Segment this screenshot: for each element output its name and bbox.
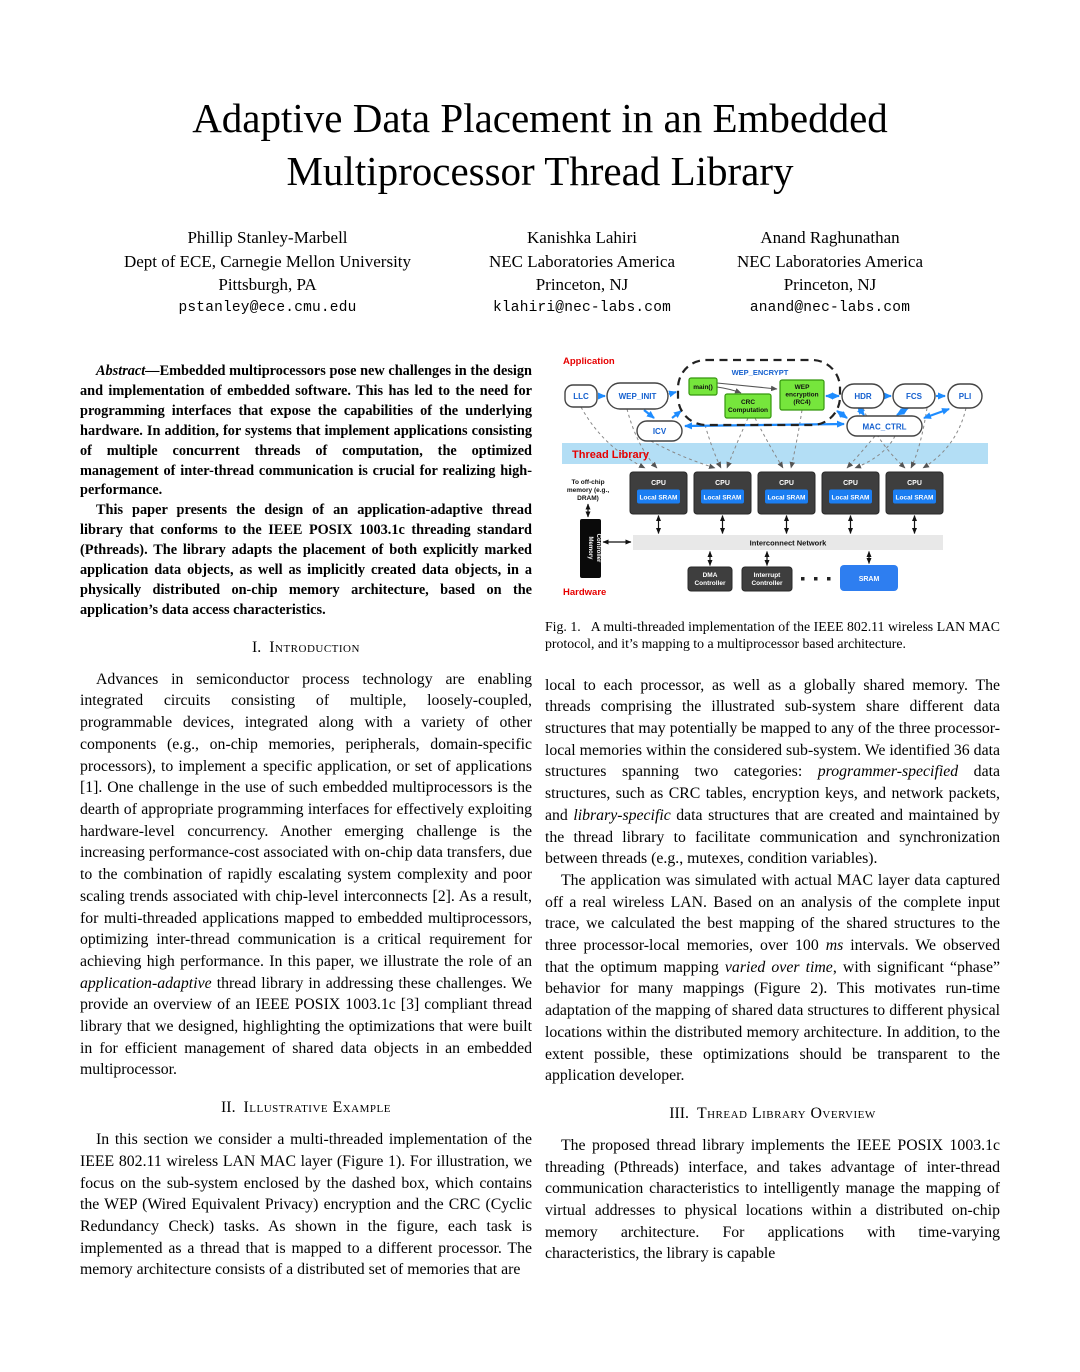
cpu-label: CPU (651, 480, 666, 487)
section-title: Thread Library Overview (696, 1104, 876, 1122)
node-crc-computation (725, 394, 771, 418)
ellipsis-dots (801, 577, 831, 581)
shared-sram (840, 552, 898, 592)
section-number: III. (669, 1104, 689, 1122)
dma-controller (688, 552, 732, 592)
figure-1 (545, 352, 1000, 653)
authors-block (80, 226, 1000, 320)
wep-encrypt-group (678, 360, 840, 425)
sram-label: SRAM (858, 576, 880, 583)
author-name: Anand Raghunathan (760, 228, 900, 247)
abstract-text: Embedded multiprocessors pose new challenges in the design and implementation of embedded software. This has led to the need for programming interfaces that expose the capabilities of the underlying hardware. In addition, for systems that implement applications consisting of multiple concurrent threads of computation, the optimized management of inter-thread communication is crucial for realizing high-performance. (80, 363, 532, 499)
author-affiliation: NEC Laboratories America (737, 251, 923, 271)
author-name: Phillip Stanley-Marbell (187, 228, 348, 247)
section-heading-2 (80, 1099, 532, 1117)
section-number: II. (221, 1099, 236, 1117)
sim-text-c: , with significant “phase” behavior for many mappings (Figure 2). This motivates run-time adaptation of the mapping of shared data structures to different physical locations within the distributed memory architecture. In addition, to the extent possible, these optimizations should be transparent to the application developer. (545, 958, 1000, 1085)
simulation-paragraph (545, 870, 1000, 1087)
node-pli (948, 384, 982, 408)
offchip-label-line3: DRAM) (577, 495, 599, 502)
icv-label: ICV (652, 427, 667, 436)
offchip-label-line2: memory (e.g., (566, 487, 610, 494)
cpu-1 (630, 472, 687, 534)
section-heading-3 (545, 1105, 1000, 1123)
intro-paragraph (80, 669, 532, 1081)
sim-italic-2: varied over time (724, 958, 833, 976)
hardware-layer-label: Hardware (563, 587, 607, 598)
cpu-label: CPU (779, 480, 794, 487)
author-3 (709, 226, 951, 320)
cpu-label: CPU (843, 480, 858, 487)
cont-text-a: local to each processor, as well as a globally shared memory. The threads comprising the illustrated sub-system share different data structures that may potentially be mapped to any of the three processor-local memories within the considered sub-system. We identified 36 data structures spanning two categories: (545, 676, 1000, 781)
example-continuation-paragraph (545, 675, 1000, 870)
right-column (545, 352, 1000, 1265)
section-title: Illustrative Example (243, 1099, 391, 1117)
node-wep-encryption (780, 380, 824, 410)
local-sram-label: Local SRAM (831, 494, 870, 502)
interconnect-label: Interconnect Network (749, 538, 827, 548)
wep-init-label: WEP_INIT (618, 392, 657, 401)
cpu-2 (694, 472, 751, 534)
section-title: Introduction (269, 638, 360, 656)
abstract-paragraph-2: This paper presents the design of an application-adaptive thread library that conforms to the IEEE POSIX 1003.1c threading standard (Pthreads). The library adapts the placement of both explicitly marked application data objects, as well as implicitly created data objects, in a physically distributed on-chip memory architecture, based on the application’s data access characteristics. (80, 502, 532, 618)
cpu-4 (822, 472, 879, 534)
interrupt-controller (742, 552, 792, 592)
local-sram-label: Local SRAM (639, 494, 678, 502)
local-sram-label: Local SRAM (895, 494, 934, 502)
paper-title (0, 92, 1080, 198)
figure1-caption (545, 619, 1000, 653)
cont-italic-2: library-specific (573, 806, 671, 824)
figure1-caption-tag: Fig. 1. (545, 619, 581, 634)
author-location: Princeton, NJ (535, 275, 629, 294)
author-email: anand@nec-labs.com (749, 299, 911, 316)
author-1 (80, 226, 455, 320)
section-heading-1 (80, 639, 532, 657)
node-hdr (842, 384, 884, 408)
author-name: Kanishka Lahiri (527, 228, 637, 247)
interrupt-label-line1: Interrupt (753, 572, 781, 579)
cpu-label: CPU (907, 480, 922, 487)
author-2 (455, 226, 709, 320)
left-column (80, 362, 532, 1281)
node-main (689, 378, 717, 395)
memory-controller (567, 479, 631, 578)
author-location: Princeton, NJ (783, 275, 877, 294)
author-affiliation: Dept of ECE, Carnegie Mellon University (123, 251, 412, 271)
author-location: Pittsburgh, PA (218, 275, 317, 294)
intro-text-b: thread library in addressing these challenges. We provide an overview of an IEEE POSIX 1003.1c [3] compliant thread library that we designed, highlighting the optimizations that were built in for efficient management of shared data objects in an embedded multiprocessor. (80, 974, 532, 1079)
author-affiliation: NEC Laboratories America (489, 251, 675, 271)
cpu-5 (886, 472, 943, 534)
wep-encrypt-label: WEP_ENCRYPT (731, 368, 789, 377)
memory-controller-label-line1: Memory (587, 536, 593, 560)
local-sram-label: Local SRAM (703, 494, 742, 502)
abstract-paragraph-1 (80, 362, 532, 501)
offchip-label-line1: To off-chip (571, 479, 605, 486)
local-sram-label: Local SRAM (767, 494, 806, 502)
node-llc (565, 385, 597, 407)
sim-text-b: intervals. We observed that the optimum mapping (545, 937, 1000, 976)
intro-text-a: Advances in semiconductor process technology are enabling integrated circuits consisting of multiple, loosely-coupled, programmable devices, integrated along with a variety of other components (e.g., on-chip memories, peripherals, domain-specific processors), to implement a specific application, or set of applications [1]. One challenge in the use of such embedded multiprocessors is the dearth of appropriate programming interfaces for effectively exploiting hardware-level concurrency. Another emerging challenge is the increasing performance-cost associated with on-chip data transfers, due to the combination of rapidly escalating system complexity and poor scaling trends associated with chip-level interconnects [2]. As a result, for multi-threaded applications mapped to embedded multiprocessors, optimizing inter-thread communication is a critical requirement for achieving high performance. In this paper, we illustrate the role of an (80, 670, 532, 970)
hdr-label: HDR (854, 392, 872, 401)
author-email: pstanley@ece.cmu.edu (178, 299, 357, 316)
crc-label-line1: CRC (740, 399, 756, 406)
cpu-label: CPU (715, 480, 730, 487)
pli-label: PLI (958, 392, 972, 401)
thread-library-layer-label: Thread Library (572, 449, 650, 461)
cont-italic-1: programmer-specified (817, 763, 959, 781)
section-number: I. (252, 638, 262, 656)
abstract-label: Abstract— (96, 363, 160, 379)
intro-italic-1: application-adaptive (80, 974, 212, 992)
author-email: klahiri@nec-labs.com (492, 299, 672, 316)
dma-label-line2: Controller (694, 580, 726, 587)
node-wep-init (607, 383, 668, 409)
hardware-layer (567, 472, 943, 591)
dma-label-line1: DMA (702, 572, 718, 579)
figure1-diagram (545, 352, 997, 615)
llc-label: LLC (573, 392, 589, 401)
node-mac-ctrl (847, 416, 922, 436)
example-paragraph: In this section we consider a multi-threaded implementation of the IEEE 802.11 wireless LAN MAC layer (Figure 1). For illustration, we focus on the sub-system enclosed by the dashed box, which contains the WEP (Wired Equivalent Privacy) encryption and the CRC (Cyclic Redundancy Check) tasks. As shown in the figure, each task is implemented as a thread that is mapped to a different processor. The memory architecture consists of a distributed set of memories that are (80, 1131, 532, 1279)
application-layer (565, 360, 982, 441)
title-line-1: Adaptive Data Placement in an Embedded (192, 95, 888, 141)
crc-label-line2: Computation (727, 407, 769, 414)
node-icv (637, 421, 682, 441)
wep-enc-label-line3: (RC4) (793, 399, 811, 406)
wep-enc-label-line2: encryption (785, 391, 819, 399)
title-line-2: Multiprocessor Thread Library (286, 148, 794, 194)
wep-enc-label-line1: WEP (794, 384, 810, 391)
mac-ctrl-label: MAC_CTRL (862, 422, 907, 432)
title-block (0, 92, 1080, 198)
cont-text-b: data structures, such as CRC tables, encryption keys, and network packets, and (545, 763, 1000, 824)
cpu-3 (758, 472, 815, 534)
cont-text-c: data structures that are created and maintained by the thread library to facilitate communication and synchronization between threads (e.g., mutexes, condition variables). (545, 806, 1001, 868)
interrupt-label-line2: Controller (751, 580, 783, 587)
overview-paragraph: The proposed thread library implements the IEEE POSIX 1003.1c threading (Pthreads) interface, and takes advantage of inter-thread communication characteristics to intelligently manage the mapping of virtual addresses to physical locations within a distributed on-chip memory architecture. For applications with time-varying characteristics, the library is capable (545, 1136, 1000, 1263)
memory-controller-label-line2: Controller (595, 533, 601, 563)
node-fcs (893, 384, 935, 408)
fcs-label: FCS (906, 392, 922, 401)
sim-italic-1: ms (825, 937, 844, 955)
sim-text-a: The application was simulated with actual MAC layer data captured off a real wireless LAN. Based on an analysis of the complete input trace, we calculated the best mapping of the shared structures to the three processor-local memories, over 100 (545, 871, 1000, 955)
main-label: main() (693, 384, 713, 391)
figure1-caption-text: A multi-threaded implementation of the IEEE 802.11 wireless LAN MAC protocol, and it’s mapping to a multiprocessor based architecture. (545, 619, 1000, 651)
application-layer-label: Application (563, 356, 615, 367)
